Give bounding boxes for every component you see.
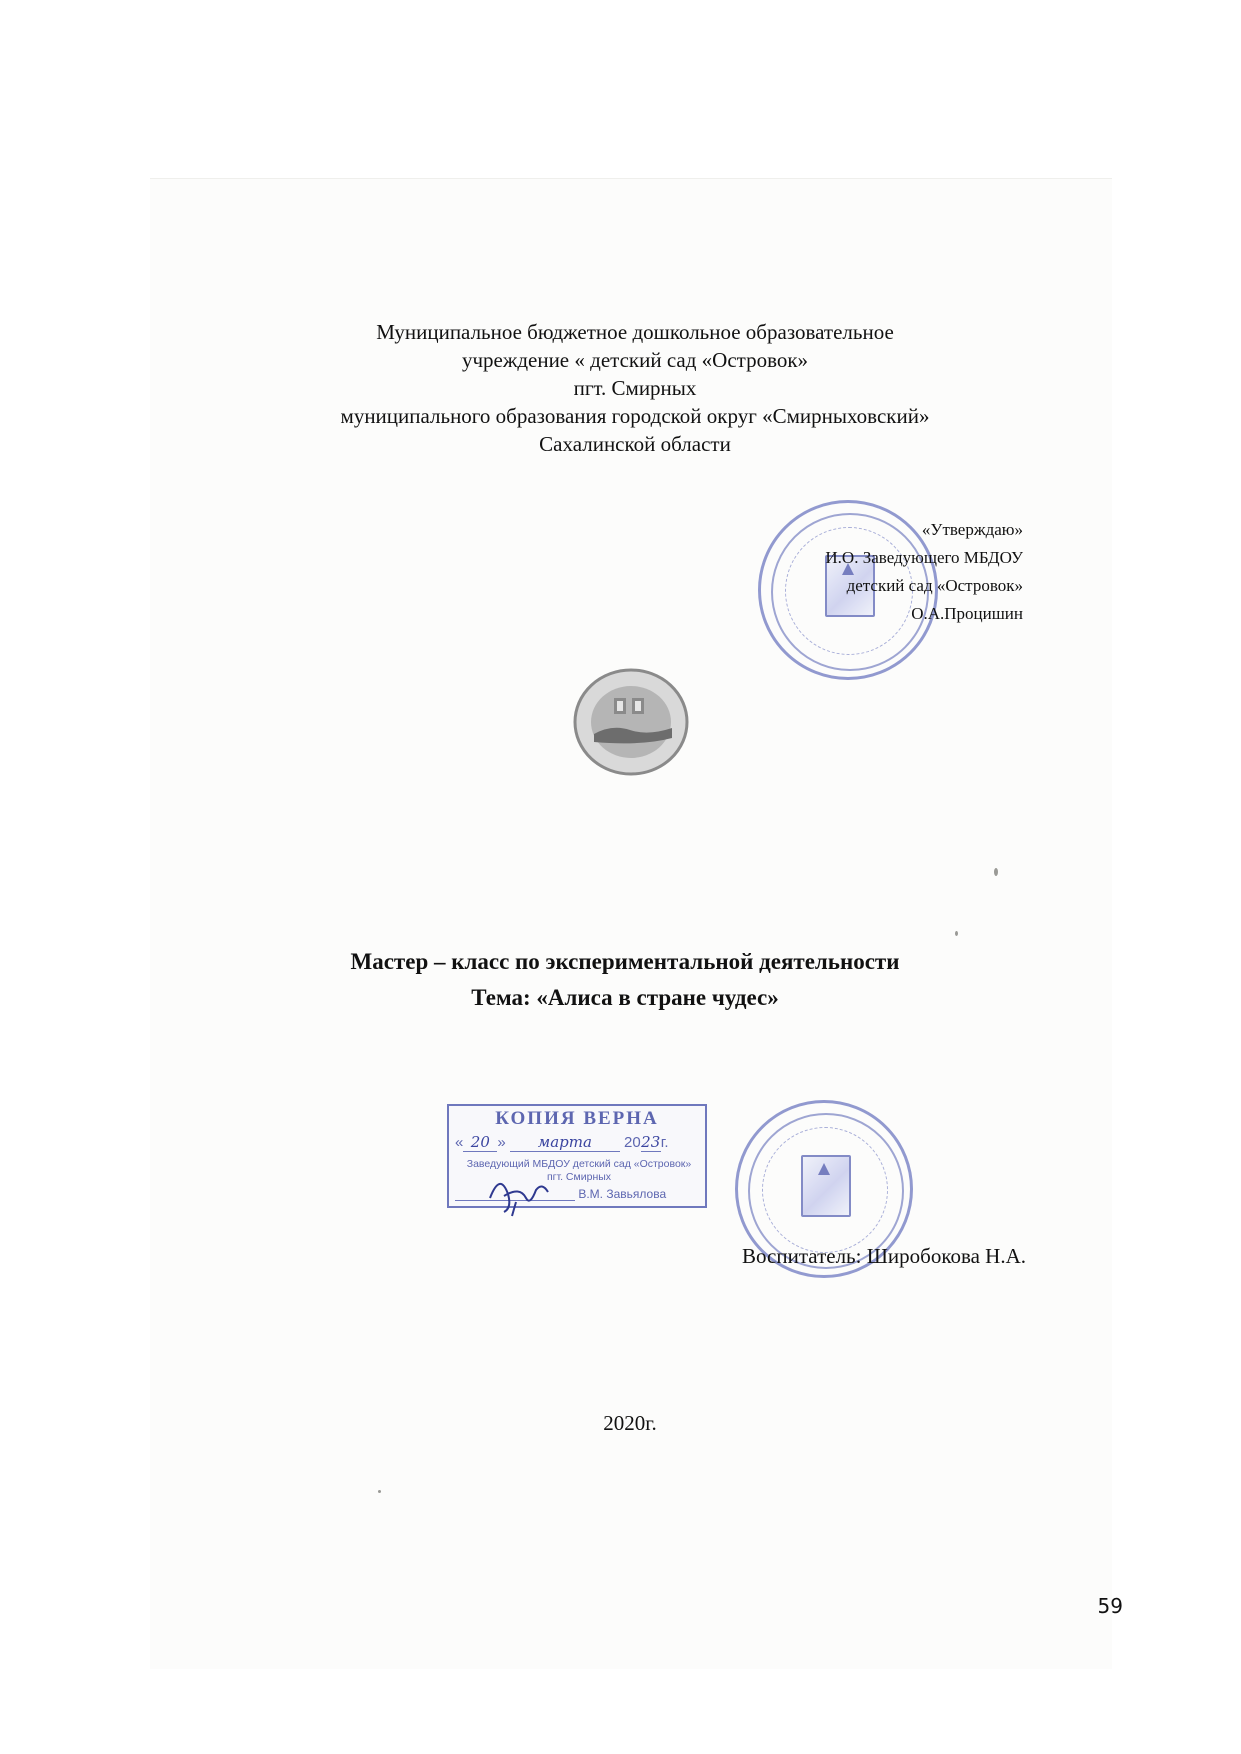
handwritten-signature [486,1168,556,1218]
header-line-5: Сахалинской области [539,432,731,456]
title-line-1: Мастер – класс по экспериментальной деятельности [350,949,900,974]
stamp-position: Заведующий МБДОУ детский сад «Островок» [466,1158,692,1170]
stamp-year-prefix: 20 [624,1134,641,1151]
document-title [200,944,1050,1016]
approval-block [703,516,1023,628]
educator-name: Воспитатель: Широбокова Н.А. [742,1244,1026,1268]
header-line-4: муниципального образования городской округ «Смирныховский» [340,404,930,428]
scan-speck [994,868,998,876]
scan-speck [378,1490,381,1493]
stamp-month: марта [537,1133,592,1151]
stamp-title: КОПИЯ ВЕРНА [495,1108,659,1129]
document-year: 2020г. [603,1411,657,1435]
approval-line-3: детский сад «Островок» [846,576,1023,595]
stamp-year-suffix: 23 [641,1133,661,1151]
approval-line-1: «Утверждаю» [921,520,1023,539]
organization-header [270,318,1000,458]
approval-line-4: О.А.Процишин [911,604,1023,623]
stamp-signer: В.М. Завьялова [578,1187,667,1201]
title-line-2: Тема: «Алиса в стране чудес» [471,985,779,1010]
approval-line-2: И.О. Заведующего МБДОУ [825,548,1023,567]
scan-speck [955,931,958,936]
stamp-year-unit: г. [660,1134,669,1151]
stamp-day: 20 [470,1133,490,1151]
kindergarten-logo-icon [572,668,690,776]
stamp-date: « 20 » марта 2023г. [455,1133,669,1151]
header-line-1: Муниципальное бюджетное дошкольное образовательное [376,320,894,344]
page-number: 59 [1097,1594,1123,1618]
stamp-place: пгт. Смирных [546,1171,612,1183]
header-line-2: учреждение « детский сад «Островок» [461,348,809,372]
header-line-3: пгт. Смирных [573,376,697,400]
